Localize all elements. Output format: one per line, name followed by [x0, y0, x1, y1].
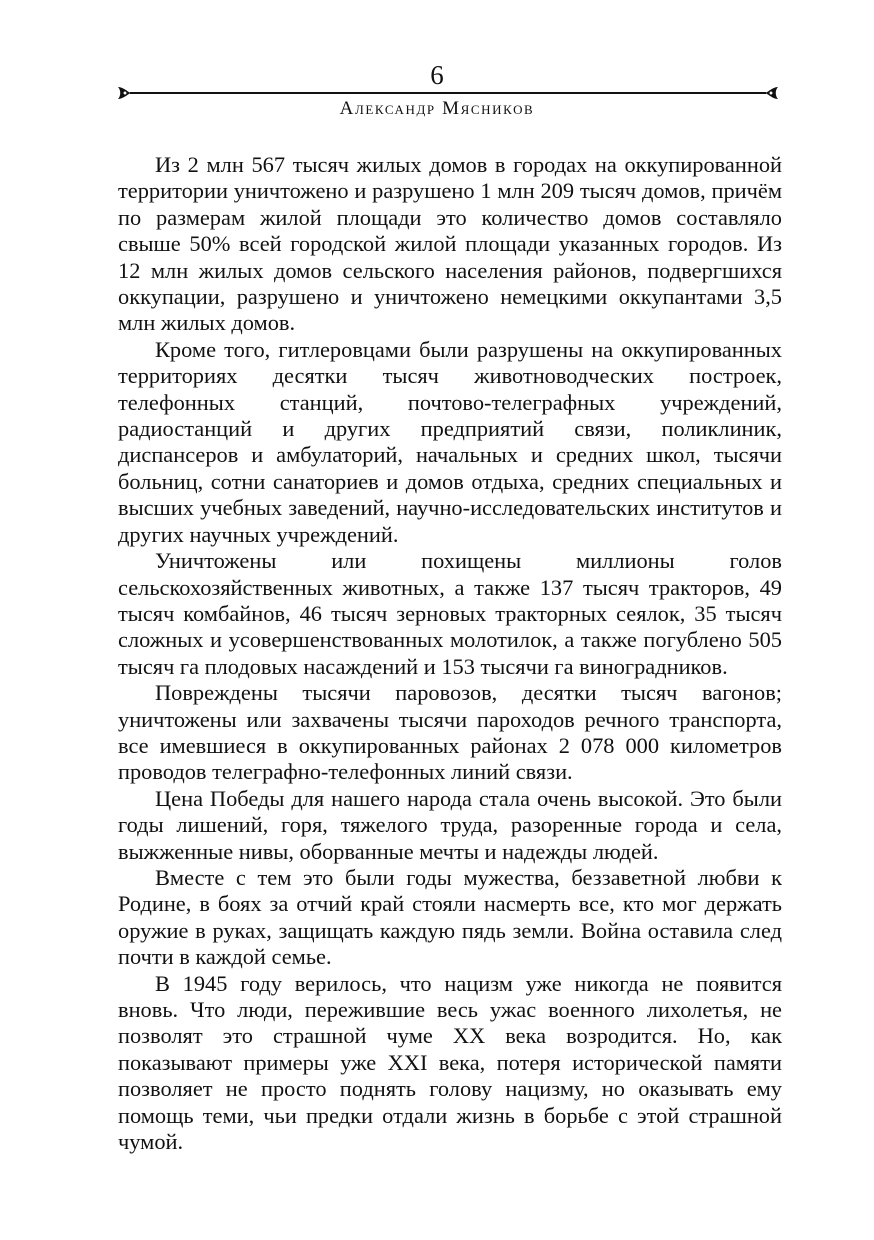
paragraph: Вместе с тем это были годы мужества, беззаветной любви к Родине, в боях за отчий край стояли насмерть все, кто мог держать оружие в руках, защищать каждую пядь земли. Война оставила след почти в каждой семье. — [118, 864, 782, 970]
running-head-author: Александр Мясников — [339, 98, 535, 119]
paragraph: Кроме того, гитлеровцами были разрушены на оккупированных территориях десятки тысяч животноводческих построек, телефонных станций, почтово-телеграфных учреждений, радиостанций и других предприятий связи, поликлиник, диспансеров и амбулаторий, начальных и средних школ, тысячи больниц, сотни санаториев и домов отдыха, средних специальных и высших учебных заведений, научно-исследовательских институтов и других научных учреждений. — [118, 336, 782, 547]
paragraph: Повреждены тысячи паровозов, десятки тысяч вагонов; уничтожены или захвачены тысячи пароходов речного транспорта, все имевшиеся в оккупированных районах 2 078 000 километров проводов телеграфно-телефонных линий связи. — [118, 680, 782, 785]
paragraph: Цена Победы для нашего народа стала очень высокой. Это были годы лишений, горя, тяжелого труда, разоренные города и села, выжженные нивы, оборванные мечты и надежды людей. — [118, 785, 782, 864]
paragraph: Из 2 млн 567 тысяч жилых домов в городах на оккупированной территории уничтожено и разрушено 1 млн 209 тысяч домов, причём по размерам жилой площади это количество домов составляло свыше 50% всей городской жилой площади указанных городов. Из 12 млн жилых домов сельского населения районов, подвергшихся оккупации, разрушено и уничтожено немецкими оккупантами 3,5 млн жилых домов. — [118, 152, 782, 336]
paragraph: Уничтожены или похищены миллионы голов сельскохозяйственных животных, а также 137 тысяч тракторов, 49 тысяч комбайнов, 46 тысяч зерновых тракторных сеялок, 35 тысяч сложных и усовершенствованных молотилок, а также погублено 505 тысяч га плодовых насаждений и 153 тысячи га виноградников. — [118, 548, 782, 679]
body-text — [118, 152, 782, 1155]
page-number: 6 — [430, 60, 444, 90]
paragraph: В 1945 году верилось, что нацизм уже никогда не появится вновь. Что люди, пережившие весь ужас военного лихолетья, не позволят это страшной чуме XX века возродится. Но, как показывают примеры уже XXI века, потеря исторической памяти позволяет не просто поднять голову нацизму, но оказывать ему помощь теми, чьи предки отдали жизнь в борьбе с этой страшной чумой. — [118, 970, 782, 1155]
